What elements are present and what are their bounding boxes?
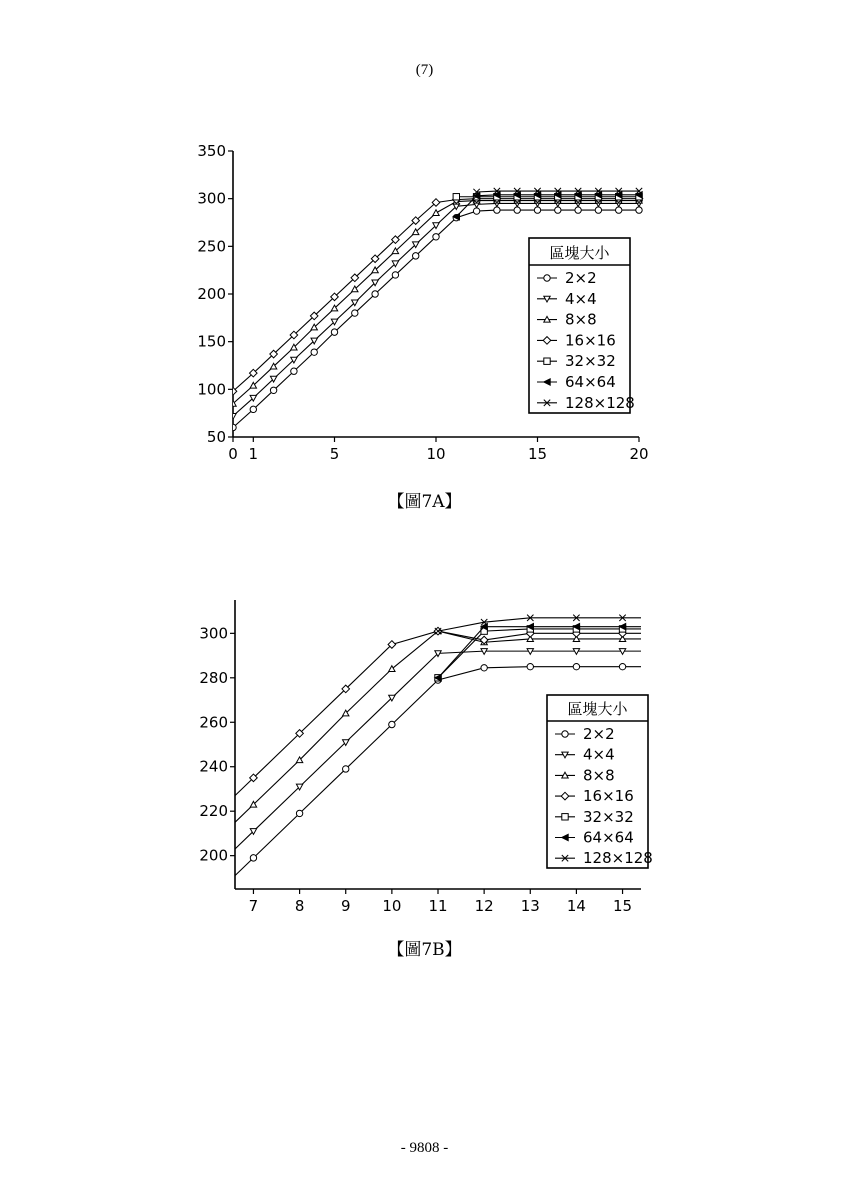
data-point <box>480 636 488 644</box>
x-tick-label: 14 <box>566 897 586 915</box>
legend-label: 8×8 <box>565 310 597 329</box>
y-tick-label: 200 <box>197 285 226 303</box>
y-tick-label: 220 <box>199 802 228 821</box>
data-point <box>473 208 479 214</box>
legend-label: 32×32 <box>583 807 634 826</box>
data-point <box>494 207 500 213</box>
legend-label: 128×128 <box>565 393 635 412</box>
figure-7a-caption: 【圖7A】 <box>387 492 462 512</box>
x-tick-label: 7 <box>248 897 259 915</box>
x-tick-label: 15 <box>612 897 633 915</box>
data-point <box>291 368 297 374</box>
x-tick-label: 0 <box>228 445 238 463</box>
legend-label: 4×4 <box>583 745 615 764</box>
y-tick-label: 300 <box>199 624 228 643</box>
x-tick-label: 1 <box>248 445 259 463</box>
figure-7b-caption: 【圖7B】 <box>387 940 462 960</box>
x-tick-label: 9 <box>340 897 351 915</box>
data-point <box>595 207 601 213</box>
data-point <box>230 424 236 430</box>
legend-label: 8×8 <box>583 766 615 785</box>
data-point <box>372 291 378 297</box>
legend-label: 64×64 <box>583 828 634 847</box>
x-tick-label: 13 <box>520 897 540 915</box>
data-point <box>250 406 256 412</box>
legend-label: 4×4 <box>565 289 597 308</box>
y-tick-label: 50 <box>206 428 226 446</box>
data-point <box>636 207 642 213</box>
data-point <box>573 663 579 669</box>
data-point <box>575 207 581 213</box>
data-point <box>514 207 520 213</box>
data-point <box>413 253 419 259</box>
x-tick-label: 15 <box>527 445 548 463</box>
y-tick-label: 350 <box>197 142 226 160</box>
y-tick-label: 280 <box>199 668 228 687</box>
data-point <box>296 810 302 816</box>
legend-marker <box>562 814 568 820</box>
x-tick-label: 11 <box>428 897 448 915</box>
data-point <box>270 387 276 393</box>
y-tick-label: 250 <box>197 237 226 256</box>
legend-label: 128×128 <box>583 849 653 868</box>
chart-7b <box>0 592 849 932</box>
legend <box>547 695 653 868</box>
y-tick-label: 150 <box>197 332 226 351</box>
data-point <box>389 721 395 727</box>
data-point <box>433 210 439 216</box>
y-tick-label: 240 <box>199 757 228 776</box>
series-line <box>438 629 641 678</box>
legend-label: 16×16 <box>565 331 616 350</box>
data-point <box>343 766 349 772</box>
data-point <box>433 234 439 240</box>
data-point <box>331 329 337 335</box>
data-point <box>311 349 317 355</box>
series-64×64 <box>453 192 642 220</box>
legend <box>529 238 635 413</box>
data-point <box>250 855 256 861</box>
legend-title: 區塊大小 <box>549 244 610 262</box>
chart-7a <box>0 130 849 610</box>
legend-title: 區塊大小 <box>567 700 628 718</box>
legend-marker <box>544 358 550 364</box>
page-header-number: (7) <box>415 62 434 78</box>
legend-label: 64×64 <box>565 373 616 391</box>
x-tick-label: 5 <box>329 445 340 463</box>
x-tick-label: 20 <box>629 445 649 463</box>
data-point <box>555 207 561 213</box>
data-point <box>534 207 540 213</box>
data-point <box>527 663 533 669</box>
x-tick-label: 10 <box>426 445 446 463</box>
series-128×128 <box>435 615 641 635</box>
y-tick-label: 200 <box>199 846 228 865</box>
legend-label: 2×2 <box>565 269 597 287</box>
y-tick-label: 100 <box>197 380 226 399</box>
legend-marker <box>562 731 568 737</box>
y-tick-label: 300 <box>197 189 226 208</box>
page-footer-number: - 9808 - <box>400 1140 449 1156</box>
legend-label: 16×16 <box>583 787 634 806</box>
x-tick-label: 12 <box>474 897 494 915</box>
x-tick-label: 8 <box>294 897 305 915</box>
data-point <box>481 665 487 671</box>
data-point <box>352 310 358 316</box>
data-point <box>616 207 622 213</box>
legend-marker <box>544 275 550 281</box>
data-point <box>619 663 625 669</box>
data-point <box>453 194 459 200</box>
data-point <box>392 272 398 278</box>
data-point <box>230 413 236 419</box>
legend-label: 32×32 <box>565 352 616 371</box>
y-tick-label: 260 <box>199 713 228 732</box>
legend-label: 2×2 <box>583 725 615 743</box>
x-tick-label: 10 <box>382 897 402 915</box>
